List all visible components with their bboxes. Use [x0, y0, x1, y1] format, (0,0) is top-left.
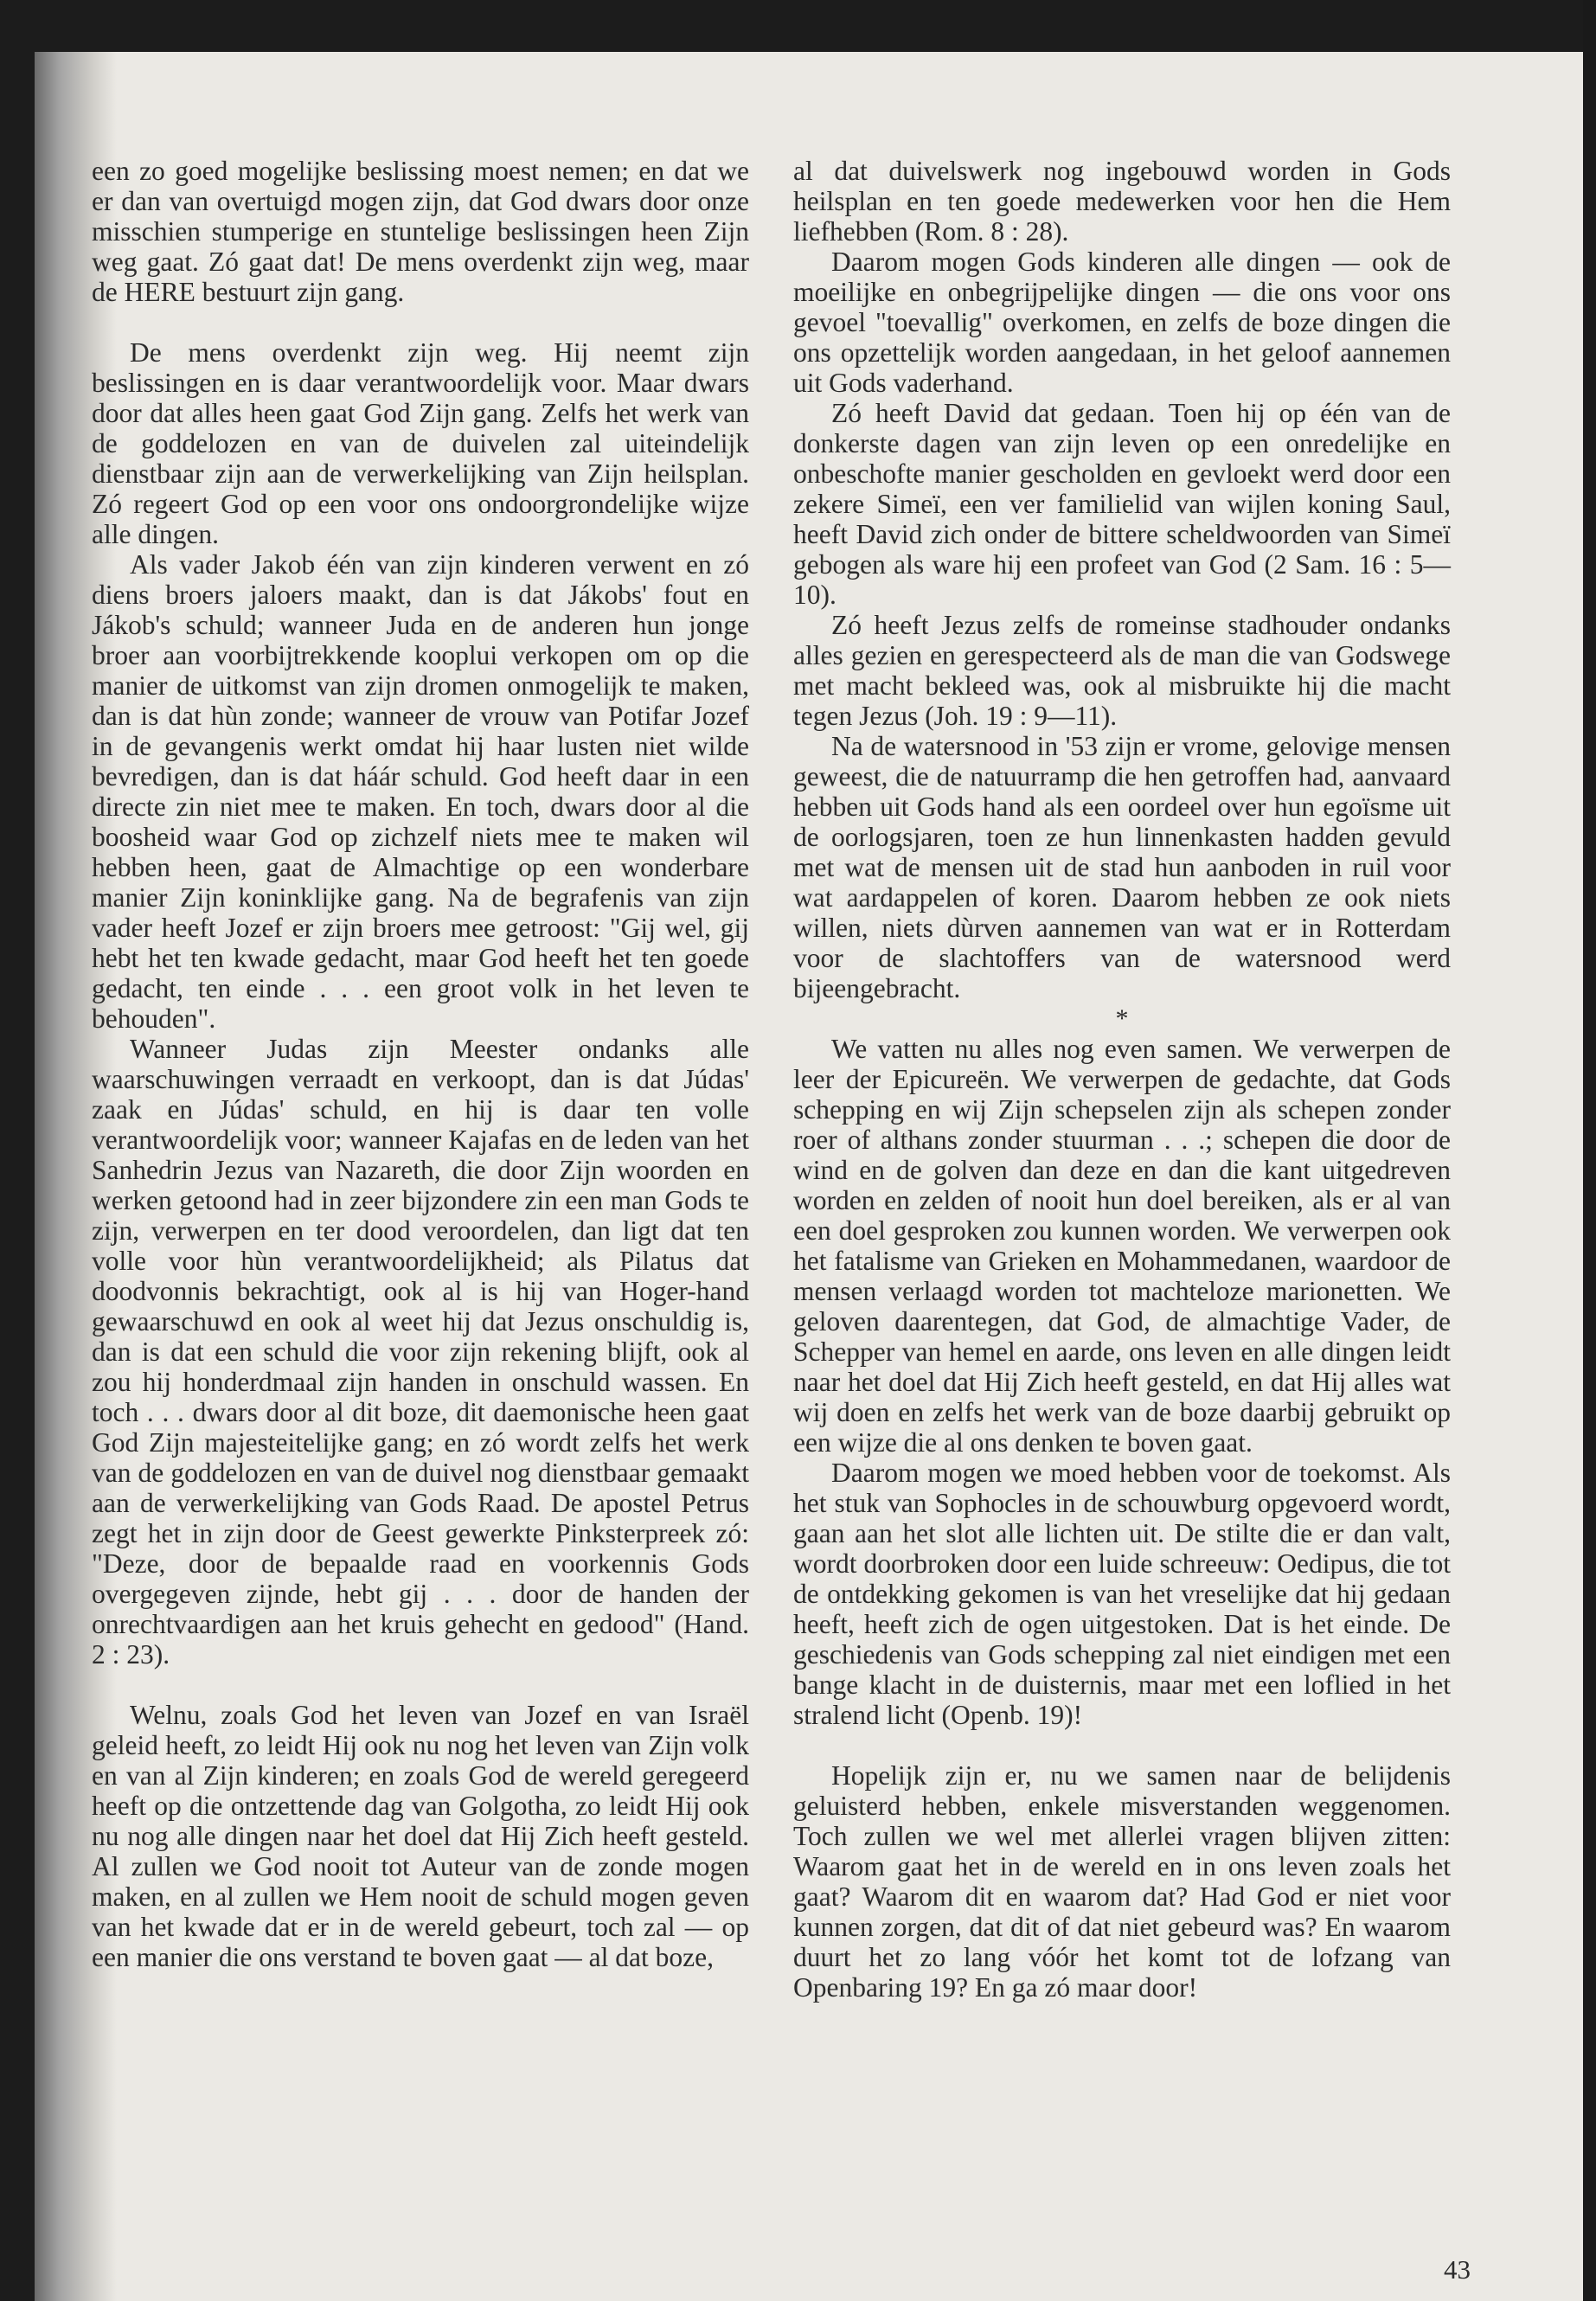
paragraph: Als vader Jakob één van zijn kinderen verwent en zó diens broers jaloers maakt, dan is dat Jákobs' fout en Jákob's schuld; wanneer Juda en de anderen hun jonge broer aan voorbijtrekkende kooplui verkopen om op die manier de uitkomst van zijn dromen onmogelijk te maken, dan is dat hùn zonde; wanneer de vrouw van Potifar Jozef in de gevangenis werkt omdat hij haar lusten niet wilde bevredigen, dan is dat háár schuld. God heeft daar in een directe zin niet mee te maken. En toch, dwars door al die boosheid waar God op zichzelf niets mee te maken wil hebben heen, gaat de Almachtige op een wonderbare manier Zijn koninklijke gang. Na de begrafenis van zijn vader heeft Jozef er zijn broers mee getroost: "Gij wel, gij hebt het ten kwade gedacht, maar God heeft het ten goede gedacht, ten einde . . . een groot volk in het leven te behouden". [92, 549, 749, 1034]
scan-border [1583, 0, 1596, 2301]
paragraph: Na de watersnood in '53 zijn er vrome, gelovige mensen geweest, die de natuurramp die hen getroffen had, aanvaard hebben uit Gods hand als een oordeel over hun egoïsme uit de oorlogsjaren, toen ze hun linnenkasten hadden gevuld met wat de mensen uit de stad hun aanboden in ruil voor wat aardappelen of koren. Daarom hebben ze ook niets willen, niets dùrven aannemen van wat er in Rotterdam voor de slachtoffers van de watersnood werd bijeengebracht. [793, 731, 1451, 1003]
right-column [793, 156, 1451, 2003]
paragraph: Daarom mogen Gods kinderen alle dingen — ook de moeilijke en onbegrijpelijke dingen — die ons voor ons gevoel "toevallig" overkomen, en zelfs de boze dingen die ons opzettelijk worden aangedaan, in het geloof aannemen uit Gods vaderhand. [793, 247, 1451, 398]
paragraph: al dat duivelswerk nog ingebouwd worden in Gods heilsplan en ten goede medewerken voor hen die Hem liefhebben (Rom. 8 : 28). [793, 156, 1451, 247]
paragraph: Wanneer Judas zijn Meester ondanks alle waarschuwingen verraadt en verkoopt, dan is dat Júdas' zaak en Júdas' schuld, en hij is daar ten volle verantwoordelijk voor; wanneer Kajafas en de leden van het Sanhedrin Jezus van Nazareth, die door Zijn woorden en werken getoond had in zeer bijzondere zin een man Gods te zijn, verwerpen en ter dood veroordelen, dan ligt dat ten volle voor hùn verantwoordelijkheid; als Pilatus dat doodvonnis bekrachtigt, ook al is hij van Hoger-hand gewaarschuwd en ook al weet hij dat Jezus onschuldig is, dan is dat een schuld die voor zijn rekening blijft, ook al zou hij honderdmaal zijn handen in onschuld wassen. En toch . . . dwars door al dit boze, dit daemonische heen gaat God Zijn majesteitelijke gang; en zó wordt zelfs het werk van de goddelozen en van de duivel nog dienstbaar gemaakt aan de verwerkelijking van Gods Raad. De apostel Petrus zegt het in zijn door de Geest gewerkte Pinksterpreek zó: "Deze, door de bepaalde raad en voorkennis Gods overgegeven zijnde, hebt gij . . . door de handen der onrechtvaardigen aan het kruis gehecht en gedood" (Hand. 2 : 23). [92, 1034, 749, 1670]
paragraph: De mens overdenkt zijn weg. Hij neemt zijn beslissingen en is daar verantwoordelijk voor. Maar dwars door dat alles heen gaat God Zijn gang. Zelfs het werk van de goddelozen en van de duivelen zal uiteindelijk dienstbaar zijn aan de verwerkelijking van Zijn heilsplan. Zó regeert God op een voor ons ondoorgrondelijke wijze alle dingen. [92, 337, 749, 549]
paragraph: Welnu, zoals God het leven van Jozef en van Israël geleid heeft, zo leidt Hij ook nu nog het leven van Zijn volk en van al Zijn kinderen; en zoals God de wereld geregeerd heeft op die ontzettende dag van Golgotha, zo leidt Hij ook nu nog alle dingen naar het doel dat Hij Zich heeft gesteld. Al zullen we God nooit tot Auteur van de zonde mogen maken, en al zullen we Hem nooit de schuld mogen geven van het kwade dat er in de wereld gebeurt, toch zal — op een manier die ons verstand te boven gaat — al dat boze, [92, 1700, 749, 1972]
paragraph: Hopelijk zijn er, nu we samen naar de belijdenis geluisterd hebben, enkele misverstanden weggenomen. Toch zullen we wel met allerlei vragen blijven zitten: Waarom gaat het in de wereld en in ons leven zoals het gaat? Waarom dit en waarom dat? Had God er niet voor kunnen zorgen, dat dit of dat niet gebeurd was? En waarom duurt het zo lang vóór het komt tot de lofzang van Openbaring 19? En ga zó maar door! [793, 1760, 1451, 2003]
page-number: 43 [1444, 2254, 1471, 2285]
left-column [92, 156, 749, 1972]
paragraph: Zó heeft Jezus zelfs de romeinse stadhouder ondanks alles gezien en gerespecteerd als de man die van Godswege met macht bekleed was, ook al misbruikte hij die macht tegen Jezus (Joh. 19 : 9—11). [793, 610, 1451, 731]
paragraph: Zó heeft David dat gedaan. Toen hij op één van de donkerste dagen van zijn leven op een onredelijke en onbeschofte manier gescholden en gevloekt werd door een zekere Simeï, een ver familielid van wijlen koning Saul, heeft David zich onder de bittere scheldwoorden van Simeï gebogen als ware hij een profeet van God (2 Sam. 16 : 5—10). [793, 398, 1451, 610]
section-separator: * [1115, 1004, 1129, 1033]
paragraph: We vatten nu alles nog even samen. We verwerpen de leer der Epicureën. We verwerpen de gedachte, dat Gods schepping en wij Zijn schepselen zijn als schepen zonder roer of althans zonder stuurman . . .; schepen die door de wind en de golven dan deze en dan die kant uitgedreven worden en zelden of nooit hun doel bereiken, als er al van een doel gesproken zou kunnen worden. We verwerpen ook het fatalisme van Grieken en Mohammedanen, waardoor de mensen verlaagd worden tot machteloze marionetten. We geloven daarentegen, dat God, de almachtige Vader, de Schepper van hemel en aarde, ons leven en alle dingen leidt naar het doel dat Hij Zich heeft gesteld, en dat Hij alles wat wij doen en zelfs het werk van de boze daarbij gebruikt op een wijze die al ons denken te boven gaat. [793, 1034, 1451, 1458]
paragraph: Daarom mogen we moed hebben voor de toekomst. Als het stuk van Sophocles in de schouwburg opgevoerd wordt, gaan aan het slot alle lichten uit. De stilte die er dan valt, wordt doorbroken door een luide schreeuw: Oedipus, die tot de ontdekking gekomen is van het vreselijke dat hij gedaan heeft, heeft zich de ogen uitgestoken. Dat is het einde. De geschiedenis van Gods schepping zal niet eindigen met een bange klacht in de duisternis, maar met een loflied in het stralend licht (Openb. 19)! [793, 1458, 1451, 1730]
paragraph: een zo goed mogelijke beslissing moest nemen; en dat we er dan van overtuigd mogen zijn, dat God dwars door onze misschien stumperige en stuntelige beslissingen heen Zijn weg gaat. Zó gaat dat! De mens overdenkt zijn weg, maar de HERE bestuurt zijn gang. [92, 156, 749, 307]
